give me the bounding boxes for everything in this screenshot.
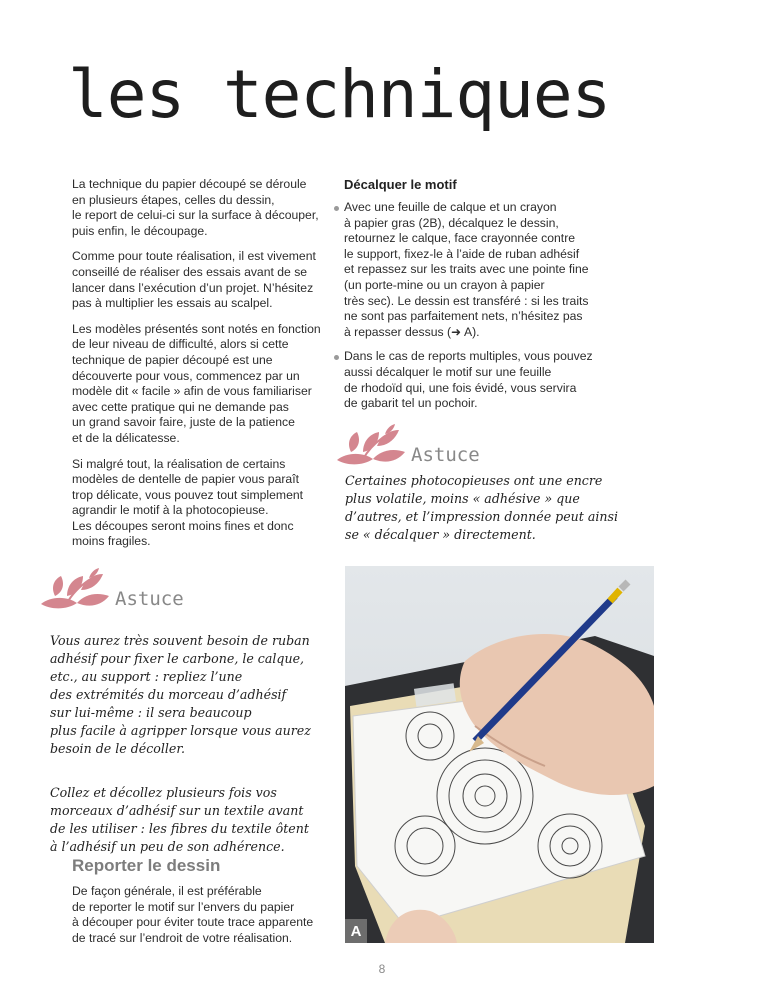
astuce-text-right: Certaines photocopieuses ont une encre plus volatile, moins « adhésive » que d’autres, et l’impression donnée peut ainsi se « décalquer » directement.	[345, 473, 618, 542]
list-item	[334, 349, 596, 411]
bullet-dot-icon	[334, 355, 339, 360]
leaf-branch-icon	[333, 422, 409, 468]
astuce-label: Astuce	[411, 444, 480, 466]
bullet-dot-icon	[334, 206, 339, 211]
decalquer-section	[334, 177, 596, 421]
astuce-header-right	[333, 422, 480, 468]
decalquer-heading: Décalquer le motif	[344, 177, 457, 192]
tracing-illustration	[345, 566, 654, 943]
intro-paragraph: La technique du papier découpé se déroule en plusieurs étapes, celles du dessin, le report de celui-ci sur la surface à découper, puis enfin, le découpage.	[72, 177, 319, 238]
list-item	[334, 200, 596, 340]
list-item-text: Avec une feuille de calque et un crayon à papier gras (2B), décalquez le dessin, retournez le calque, face crayonnée contre le support, fixez-le à l’aide de ruban adhésif et repassez sur les traits avec une pointe fine (un porte-mine ou un crayon à papier très sec). Le dessin est transféré : si les traits ne sont pas parfaitement nets, n’hésitez pas à repasser dessus (➜ A).	[344, 200, 589, 339]
list-item-text: Dans le cas de reports multiples, vous pouvez aussi décalquer le motif sur une feuille de rhodoïd qui, une fois évidé, vous servira de gabarit tel un pochoir.	[344, 349, 593, 411]
reporter-text: De façon générale, il est préférable de reporter le motif sur l’envers du papier à découper pour éviter toute trace apparente de tracé sur l’endroit de votre réalisation.	[72, 884, 314, 945]
reporter-heading: Reporter le dessin	[72, 856, 221, 875]
decalquer-list	[334, 200, 596, 412]
intro-paragraph: Si malgré tout, la réalisation de certains modèles de dentelle de papier vous paraît trop délicate, vous pouvez tout simplement agrandir le motif à la photocopieuse. Les découpes seront moins fines et donc moins fragiles.	[72, 456, 304, 549]
astuce-text-left	[50, 614, 330, 882]
intro-paragraph: Les modèles présentés sont notés en fonction de leur niveau de difficulté, alors si cette technique de papier découpé est une découverte pour vous, commencez par un modèle dit « facile » afin de vous familiariser avec cette pratique qui ne demande pas un grand savoir faire, juste de la patience et de la délicatesse.	[72, 321, 321, 445]
page-number: 8	[378, 962, 386, 976]
tracing-photo	[345, 566, 654, 943]
astuce-paragraph: Collez et décollez plusieurs fois vos morceaux d’adhésif sur un textile avant de les utiliser : les fibres du textile ôtent à l’adhésif un peu de son adhérence.	[50, 785, 309, 854]
astuce-paragraph: Vous aurez très souvent besoin de ruban adhésif pour fixer le carbone, le calque, etc., au support : repliez l’une des extrémités du morceau d’adhésif sur lui-même : il sera beaucoup plus facile à agripper lorsque vous aurez besoin de le décoller.	[50, 633, 311, 756]
astuce-header-left	[37, 566, 184, 612]
intro-paragraph: Comme pour toute réalisation, il est vivement conseillé de réaliser des essais avant de se lancer dans l’exécution d’un projet. N’hésitez pas à multiplier les essais au scalpel.	[72, 249, 316, 311]
page-title: les techniques	[68, 56, 611, 133]
photo-label: A	[345, 919, 367, 943]
leaf-branch-icon	[37, 566, 113, 612]
astuce-label: Astuce	[115, 588, 184, 610]
intro-column	[72, 177, 322, 560]
